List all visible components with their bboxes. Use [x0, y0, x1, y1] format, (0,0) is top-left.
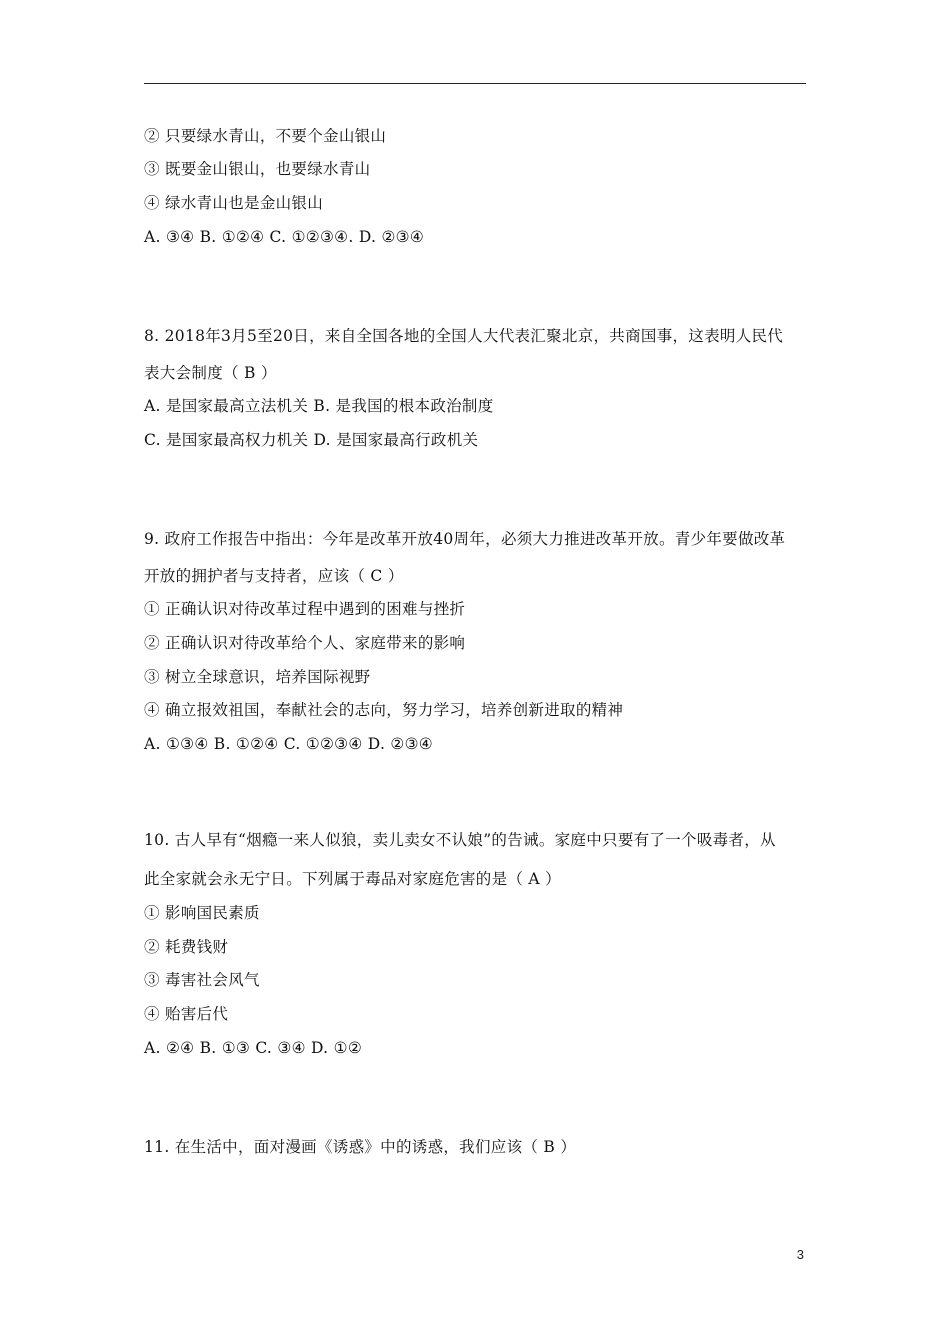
q10-choices: A. ②④ B. ①③ C. ③④ D. ①② [144, 1039, 363, 1057]
q10-option-3: ③ 毒害社会风气 [144, 971, 260, 989]
q10-option-2: ② 耗费钱财 [144, 938, 229, 956]
q10-stem-line1: 10. 古人早有“烟瘾一来人似狼，卖儿卖女不认娘”的告诫。家庭中只要有了一个吸毒者，从 [144, 831, 776, 849]
q7-option-3: ③ 既要金山银山，也要绿水青山 [144, 160, 371, 178]
q9-option-3: ③ 树立全球意识，培养国际视野 [144, 668, 371, 686]
q9-option-1: ① 正确认识对待改革过程中遇到的困难与挫折 [144, 600, 466, 618]
q9-choices: A. ①③④ B. ①②④ C. ①②③④ D. ②③④ [144, 735, 434, 753]
q8-choices-line2: C. 是国家最高权力机关 D. 是国家最高行政机关 [144, 431, 479, 449]
q8-stem-line2: 表大会制度（ B ） [144, 364, 277, 382]
q10-stem-line2: 此全家就会永无宁日。下列属于毒品对家庭危害的是（ A ） [144, 870, 561, 888]
q9-stem-line2: 开放的拥护者与支持者，应该（ C ） [144, 567, 404, 585]
q10-option-1: ① 影响国民素质 [144, 904, 260, 922]
q9-stem-line1: 9. 政府工作报告中指出：今年是改革开放40周年，必须大力推进改革开放。青少年要做改革 [144, 530, 786, 548]
q7-option-2: ② 只要绿水青山，不要个金山银山 [144, 127, 387, 145]
q9-option-2: ② 正确认识对待改革给个人、家庭带来的影响 [144, 634, 466, 652]
q7-choices: A. ③④ B. ①②④ C. ①②③④. D. ②③④ [144, 228, 425, 246]
header-rule [144, 83, 806, 84]
q10-option-4: ④ 贻害后代 [144, 1005, 229, 1023]
q8-choices-line1: A. 是国家最高立法机关 B. 是我国的根本政治制度 [144, 397, 494, 415]
page-number: 3 [796, 1247, 804, 1262]
q8-stem-line1: 8. 2018年3月5至20日，来自全国各地的全国人大代表汇聚北京，共商国事，这表明人民代 [144, 327, 784, 345]
q9-option-4: ④ 确立报效祖国，奉献社会的志向，努力学习，培养创新进取的精神 [144, 701, 624, 719]
q11-stem: 11. 在生活中，面对漫画《诱惑》中的诱惑，我们应该（ B ） [144, 1138, 577, 1156]
q7-option-4: ④ 绿水青山也是金山银山 [144, 194, 324, 212]
